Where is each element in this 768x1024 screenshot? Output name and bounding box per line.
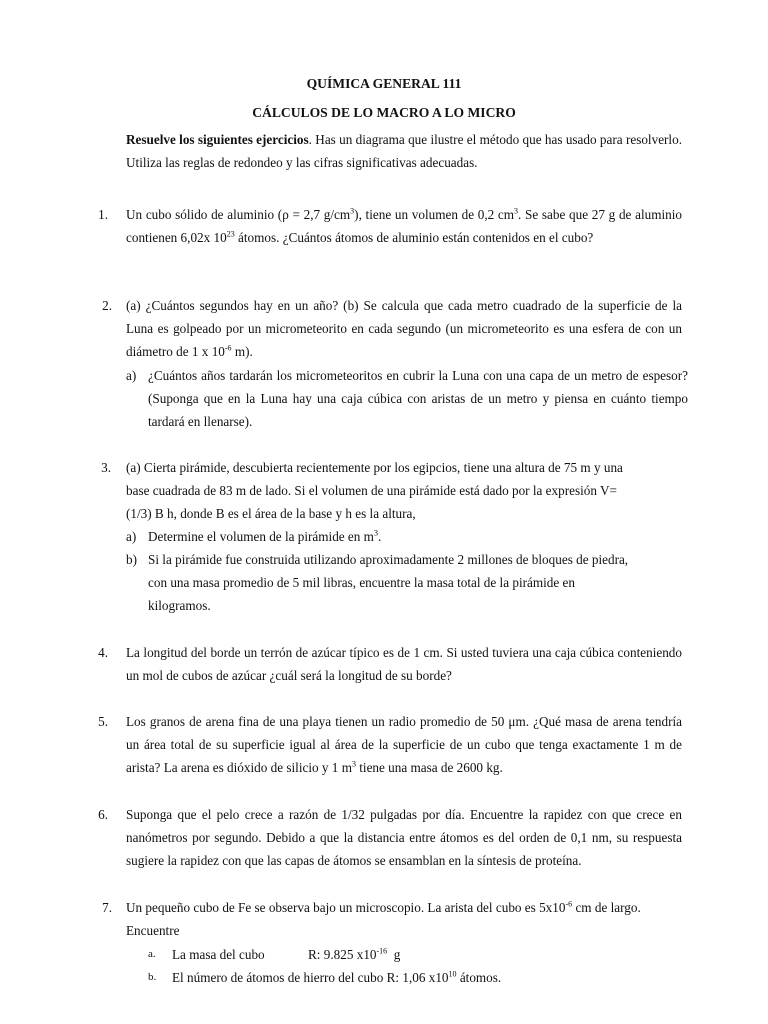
document-title: QUÍMICA GENERAL 111 (306, 76, 462, 91)
problem-2-part: m). (231, 344, 253, 359)
problem-7-subitem-b-part: átomos. (456, 970, 502, 985)
problem-7-part: cm de largo. (572, 900, 641, 915)
document-subtitle: CÁLCULOS DE LO MACRO A LO MICRO (252, 105, 516, 120)
superscript: 3 (350, 206, 355, 216)
superscript: -16 (376, 946, 388, 956)
problem-4-text: La longitud del borde un terrón de azúcar típico es de 1 cm. Si usted tuviera una caja cúbica conteniendo un mol de cubos de azúcar ¿cuál será la longitud de su borde? (126, 645, 682, 683)
problem-6-text: Suponga que el pelo crece a razón de 1/32 pulgadas por día. Encuentre la rapidez con que crece en nanómetros por segundo. Debido a que la distancia entre átomos es del orden de 0,1 nm, su respuesta sugiere la rapidez con que las capas de átomos se ensamblan en la síntesis de proteína. (126, 807, 682, 868)
problem-3-line-2: base cuadrada de 83 m de lado. Si el volumen de una pirámide está dado por la expresión V= (126, 483, 617, 498)
instructions-bold: Resuelve los siguientes ejercicios (126, 132, 309, 147)
problem-3-subitem-b-line-3: kilogramos. (148, 598, 211, 613)
problem-7-subitem-a-label: a. (148, 948, 156, 960)
problem-5-part: Los granos de arena fina de una playa tienen un radio promedio de 50 μm. ¿Qué masa de arena tendría un área total de su superficie igual al área de la superficie de un cubo que tenga exactamente 1 m de arista? La arena es dióxido de silicio y 1 m (126, 714, 682, 775)
problem-2-part: (a) ¿Cuántos segundos hay en un año? (b) Se calcula que cada metro cuadrado de la superficie de la Luna es golpeado por un micrometeorito en cada segundo (un micrometeorito es una esfera de con un diámetro de 1 x 10 (126, 298, 682, 359)
problem-3-subitem-a-label: a) (126, 529, 137, 544)
superscript: 3 (351, 759, 356, 769)
problem-2-text (126, 294, 682, 363)
problem-5-text (126, 710, 682, 779)
superscript: 3 (373, 528, 378, 538)
problem-3-subitem-a-text (148, 525, 381, 548)
problem-7-subitem-a-text: La masa del cubo (172, 947, 265, 962)
problem-3-subitem-b-label: b) (126, 552, 137, 567)
superscript: -6 (565, 899, 573, 909)
problem-7-subitem-a-answer (308, 943, 400, 966)
problem-1-part: . Se sabe que 27 g de aluminio contienen 6,02x 10 (126, 207, 682, 245)
problem-7-subitem-b-label: b. (148, 971, 157, 983)
problem-2-subitem-a-text: ¿Cuántos años tardarán los micrometeoritos en cubrir la Luna con una capa de un metro de espesor? (Suponga que en la Luna hay una caja cúbica con aristas de un metro y piensa en cuánto tiempo tardará en llenarse). (148, 368, 688, 429)
problem-7-part: Un pequeño cubo de Fe se observa bajo un microscopio. La arista del cubo es 5x10 (126, 900, 566, 915)
superscript: 23 (226, 229, 235, 239)
problem-4-number: 4. (98, 645, 108, 660)
problem-7-number: 7. (102, 900, 112, 915)
problem-7-line-2: Encuentre (126, 923, 180, 938)
problem-1-text (126, 203, 682, 249)
answer-value: R: 9.825 x10 (308, 947, 377, 962)
instructions-text: . Has un diagrama que ilustre el método que has usado para resolverlo. Utiliza las reglas de redondeo y las cifras significativas adecuadas. (126, 132, 682, 170)
problem-2-number: 2. (102, 298, 112, 313)
problem-5-number: 5. (98, 714, 108, 729)
superscript: 3 (514, 206, 519, 216)
instructions-paragraph (126, 128, 682, 174)
problem-3-subitem-b-line-1: Si la pirámide fue construida utilizando aproximadamente 2 millones de bloques de piedra, (148, 552, 629, 567)
problem-7-subitem-b-text (172, 966, 501, 989)
problem-1-number: 1. (98, 207, 108, 222)
problem-3-line-1: (a) Cierta pirámide, descubierta recientemente por los egipcios, tiene una altura de 75 m y una (126, 460, 623, 475)
superscript: -6 (224, 343, 232, 353)
problem-1-part: átomos. ¿Cuántos átomos de aluminio están contenidos en el cubo? (234, 230, 594, 245)
problem-7-subitem-b-part: El número de átomos de hierro del cubo R: 1,06 x10 (172, 970, 449, 985)
problem-3-subitem-a-part: Determine el volumen de la pirámide en m (148, 529, 374, 544)
answer-unit: g (393, 947, 401, 962)
problem-6-number: 6. (98, 807, 108, 822)
problem-3-subitem-a-part: . (377, 529, 382, 544)
problem-1-part: ), tiene un volumen de 0,2 cm (354, 207, 515, 222)
problem-3-line-3: (1/3) B h, donde B es el área de la base y h es la altura, (126, 506, 416, 521)
problem-3-number: 3. (101, 460, 111, 475)
problem-2-subitem-a-label: a) (126, 368, 137, 383)
problem-1-part: Un cubo sólido de aluminio (ρ = 2,7 g/cm (126, 207, 351, 222)
problem-7-line-1 (126, 896, 641, 919)
superscript: 10 (448, 969, 457, 979)
problem-5-part: tiene una masa de 2600 kg. (355, 760, 503, 775)
problem-3-subitem-b-line-2: con una masa promedio de 5 mil libras, encuentre la masa total de la pirámide en (148, 575, 575, 590)
